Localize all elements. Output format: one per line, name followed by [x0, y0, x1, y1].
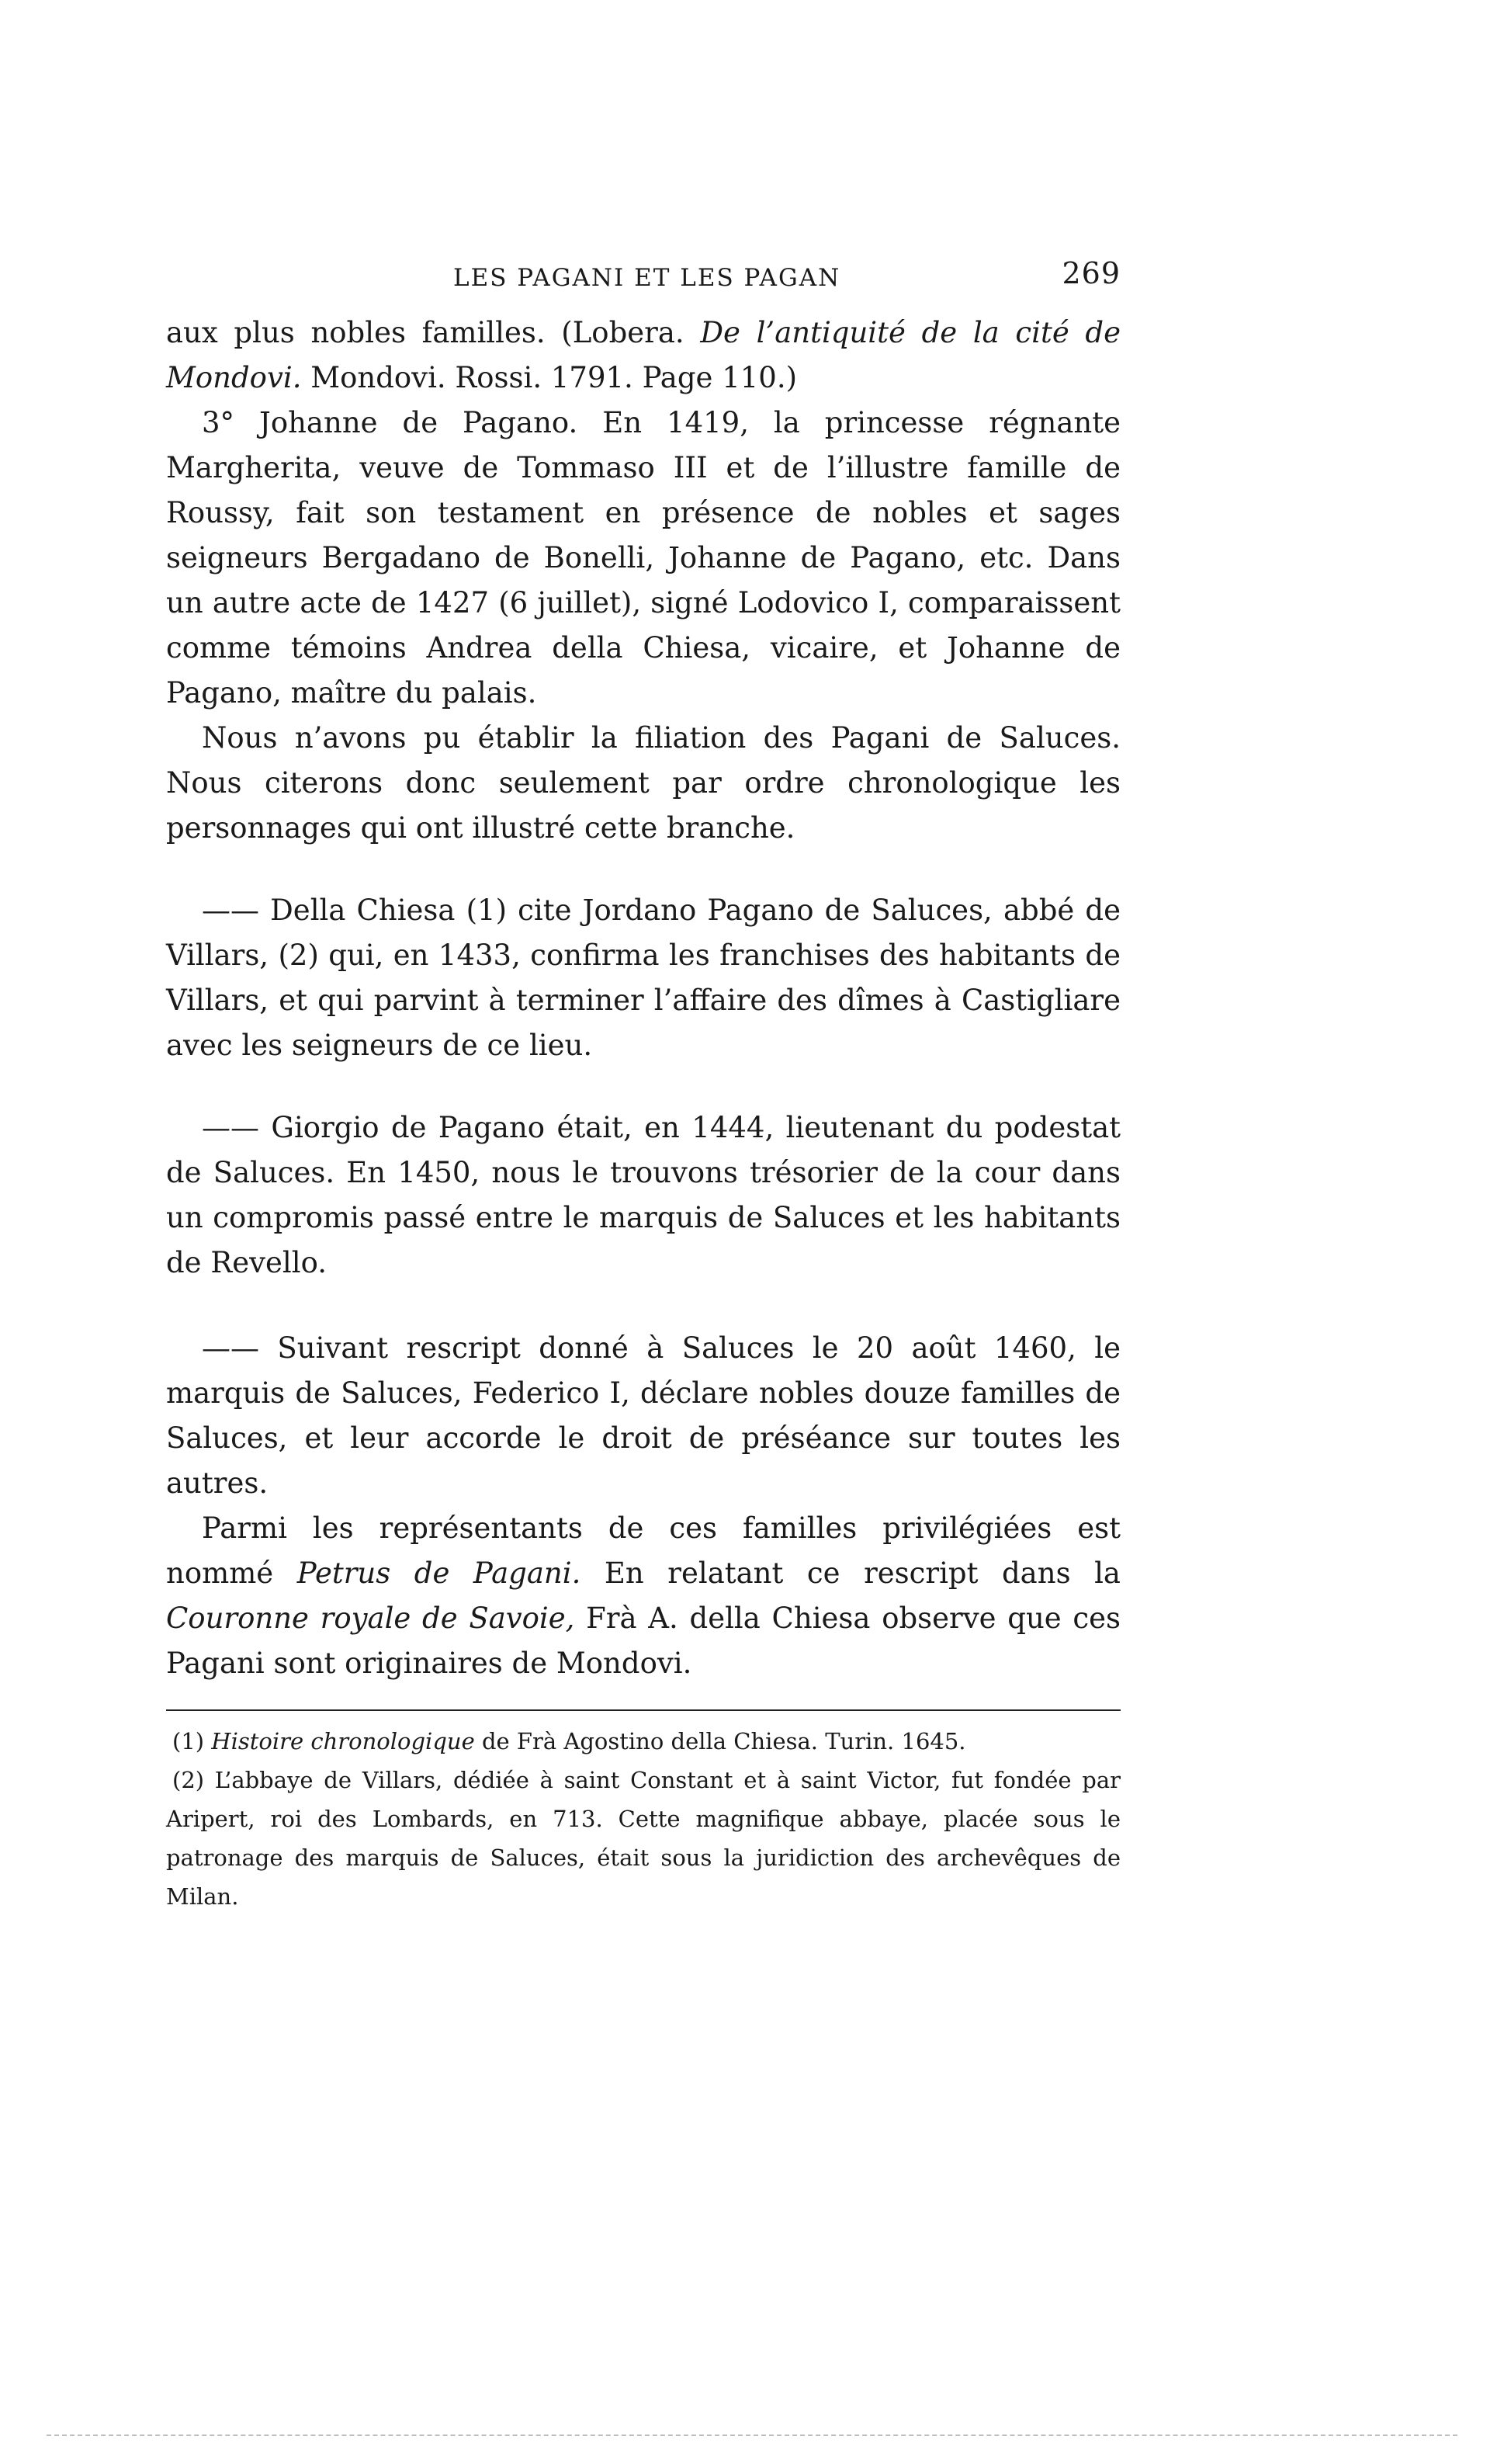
paragraph-giorgio: —— Giorgio de Pagano était, en 1444, lieutenant du podestat de Saluces. En 1450, nous le trouvons trésorier de la cour dans un compromis passé entre le marquis de Saluces et les habitants de Revello.	[166, 1111, 1121, 1279]
main-text	[166, 311, 1121, 1686]
paragraph-continuation	[166, 311, 1121, 401]
text-run: Mondovi. Rossi. 1791. Page 110.)	[301, 361, 798, 394]
person-name: Petrus de Pagani.	[296, 1556, 581, 1590]
footnote-1	[166, 1722, 1121, 1761]
running-title: LES PAGANI ET LES PAGAN	[453, 264, 841, 292]
paragraph-rescript: —— Suivant rescript donné à Saluces le 20 août 1460, le marquis de Saluces, Federico I, déclare nobles douze familles de Saluces, et leur accorde le droit de préséance sur toutes les autres.	[166, 1331, 1121, 1500]
footnote-citation: Histoire chronologique	[211, 1728, 475, 1754]
book-title: Couronne royale de Savoie,	[166, 1602, 575, 1635]
book-page	[166, 256, 1121, 1916]
footnote-marker: (1)	[172, 1728, 212, 1754]
text-run: En relatant ce rescript dans la	[580, 1556, 1121, 1590]
footnotes	[166, 1722, 1121, 1916]
running-head	[166, 256, 1121, 311]
citation-title: De l’antiquité de la cité de Mondovi.	[166, 316, 1121, 394]
paragraph-filiation: Nous n’avons pu établir la filiation des Pagani de Saluces. Nous citerons donc seulement par ordre chronologique les personnages qui ont illustré cette branche.	[166, 721, 1121, 845]
text-run: Frà A. della Chiesa observe que ces Pagani sont originaires de Mondovi.	[166, 1602, 1121, 1680]
paragraph-jordano: —— Della Chiesa (1) cite Jordano Pagano de Saluces, abbé de Villars, (2) qui, en 1433, confirma les franchises des habitants de Villars, et qui parvint à terminer l’affaire des dîmes à Castigliare avec les seigneurs de ce lieu.	[166, 894, 1121, 1062]
paragraph-johanne: 3° Johanne de Pagano. En 1419, la princesse régnante Margherita, veuve de Tommaso III et de l’illustre famille de Roussy, fait son testament en présence de nobles et sages seigneurs Bergadano de Bonelli, Johanne de Pagano, etc. Dans un autre acte de 1427 (6 juillet), signé Lodovico I, comparaissent comme témoins Andrea della Chiesa, vicaire, et Johanne de Pagano, maître du palais.	[166, 406, 1121, 710]
text-run: Parmi les représentants de ces familles privilégiées est nommé	[166, 1511, 1121, 1590]
footnote-divider	[166, 1709, 1121, 1711]
text-run: de Frà Agostino della Chiesa. Turin. 1645.	[474, 1728, 966, 1754]
footnote-2: (2) L’abbaye de Villars, dédiée à saint Constant et à saint Victor, fut fondée par Aripert, roi des Lombards, en 713. Cette magnifique abbaye, placée sous le patronage des marquis de Saluces, était sous la juridiction des archevêques de Milan.	[166, 1767, 1121, 1910]
paragraph-petrus	[166, 1506, 1121, 1686]
text-run: aux plus nobles familles. (Lobera.	[166, 316, 701, 349]
scan-edge-artifact	[47, 2435, 1457, 2438]
page-number: 269	[1062, 256, 1121, 290]
